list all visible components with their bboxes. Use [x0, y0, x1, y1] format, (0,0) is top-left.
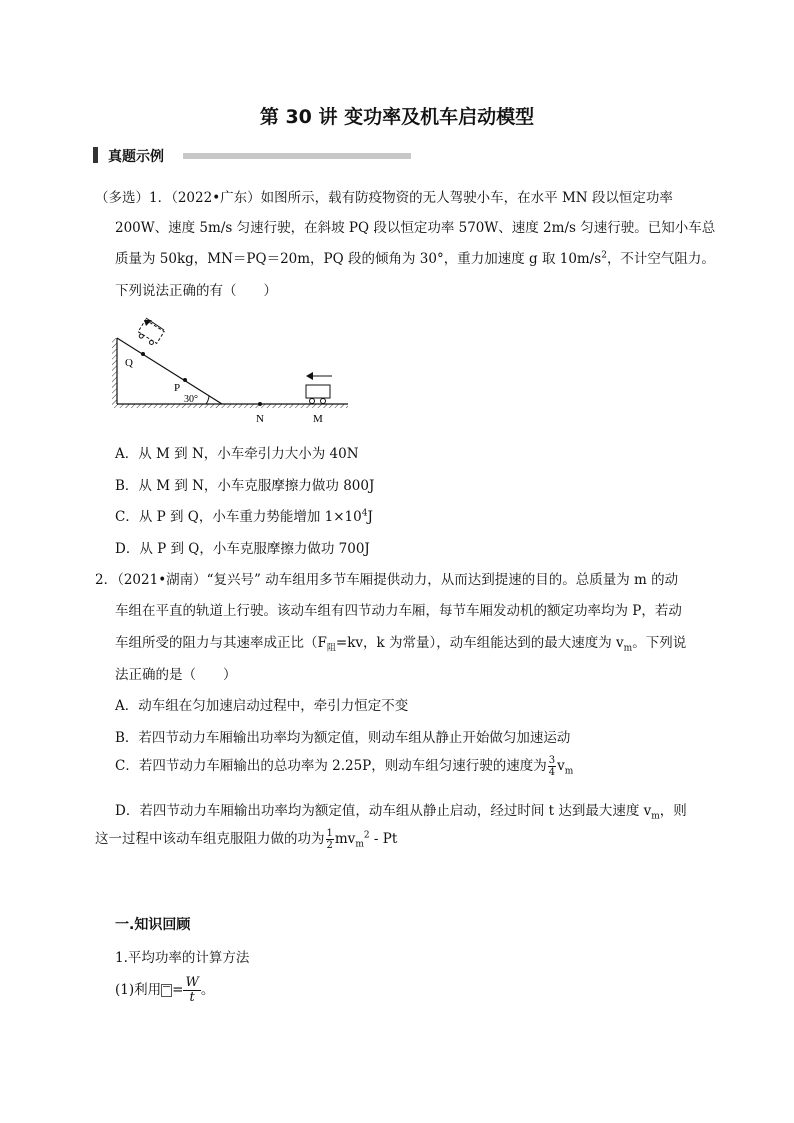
- q2-line3: 车组所受的阻力与其速率成正比（$F_阻=kv$，k 为常量），动车组能达到的最大速度为 $v_m$。下列说: [115, 635, 687, 654]
- q2-option-c: C．若四节动力车厢输出的总功率为 2.25P，则动车组匀速行驶的速度为 $\frac{3}{4}$ $v_m$: [115, 755, 574, 778]
- point-p: [183, 378, 187, 382]
- ground-hatch: [112, 404, 348, 408]
- label-p: P: [174, 382, 181, 394]
- q1-line4: 下列说法正确的有（ ）: [115, 283, 277, 299]
- label-q: Q: [125, 357, 133, 369]
- q2-line1: 2．（2021•湖南）“复兴号” 动车组用多节车厢提供动力，从而达到提速的目的。总质量为 m 的动: [95, 572, 679, 588]
- cart-on-flat: [306, 385, 330, 398]
- q2-line2: 车组在平直的轨道上行驶。该动车组有四节动力车厢，每节车厢发动机的额定功率均为 P，若动: [115, 603, 682, 619]
- fraction-w-t: $\frac{W}{t}$: [185, 975, 199, 1005]
- angle-arc: [206, 396, 209, 404]
- q1-option-d: D．从 P 到 Q，小车克服摩擦力做功 700J: [115, 541, 370, 557]
- label-angle: 30°: [184, 394, 198, 405]
- review-item-1: 1.平均功率的计算方法: [115, 950, 250, 966]
- cart-on-slope: [136, 320, 164, 347]
- q1-option-b: B．从 M 到 N，小车克服摩擦力做功 800J: [115, 478, 375, 494]
- review-item-2: (1)利用 = $\frac{W}{t}$ 。: [115, 975, 215, 1005]
- slope-arrow: [146, 318, 164, 330]
- label-n: N: [256, 413, 264, 425]
- q2-option-a: A．动车组在匀加速启动过程中，牵引力恒定不变: [115, 698, 409, 714]
- q1-line3: 质量为 50kg，MN＝PQ＝20m，PQ 段的倾角为 30°，重力加速度 g 取 $10m/s^2$，不计空气阻力。: [115, 250, 715, 267]
- incline-figure: [110, 310, 360, 425]
- q2-option-b: B．若四节动力车厢输出功率均为额定值，则动车组从静止开始做匀加速运动: [115, 730, 571, 746]
- q1-line2: 200W、速度 5m/s 匀速行驶，在斜坡 PQ 段以恒定功率 570W、速度 2m/s 匀速行驶。已知小车总: [115, 220, 716, 236]
- section-marker: [93, 147, 98, 163]
- q1-line1: （多选）1．（2022•广东）如图所示，载有防疫物资的无人驾驶小车，在水平 MN 段以恒定功率: [95, 190, 673, 206]
- p-bar-symbol: [161, 984, 172, 997]
- review-heading: 一.知识回顾: [115, 917, 191, 933]
- fraction-1-2: $\frac{1}{2}$: [326, 828, 333, 851]
- section-label: 真题示例: [108, 149, 164, 165]
- page-title: 第 30 讲 变功率及机车启动模型: [259, 106, 535, 128]
- q2-line4: 法正确的是（ ）: [115, 667, 237, 683]
- cart-wheel: [310, 399, 315, 404]
- point-n: [258, 402, 262, 406]
- q1-option-a: A．从 M 到 N，小车牵引力大小为 40N: [115, 446, 359, 462]
- incline-line: [117, 338, 222, 404]
- section-divider: [183, 153, 411, 159]
- label-m: M: [313, 413, 323, 425]
- fraction-3-4: $\frac{3}{4}$: [548, 755, 556, 778]
- q1-option-c: C．从 P 到 Q，小车重力势能增加 $1\times 10^4J$: [115, 508, 373, 525]
- q2-option-d: D．若四节动力车厢输出功率均为额定值，动车组从静止启动，经过时间 t 达到最大速度 $v_m$，则: [115, 803, 687, 822]
- flat-arrow-head: [306, 372, 313, 380]
- cart-wheel: [321, 399, 326, 404]
- q2-option-d-cont: 这一过程中该动车组克服阻力做的功为 $\frac{1}{2}$ $mv_m^2$ - Pt: [95, 828, 398, 851]
- wall-hatch: [112, 338, 117, 404]
- point-q: [141, 352, 145, 356]
